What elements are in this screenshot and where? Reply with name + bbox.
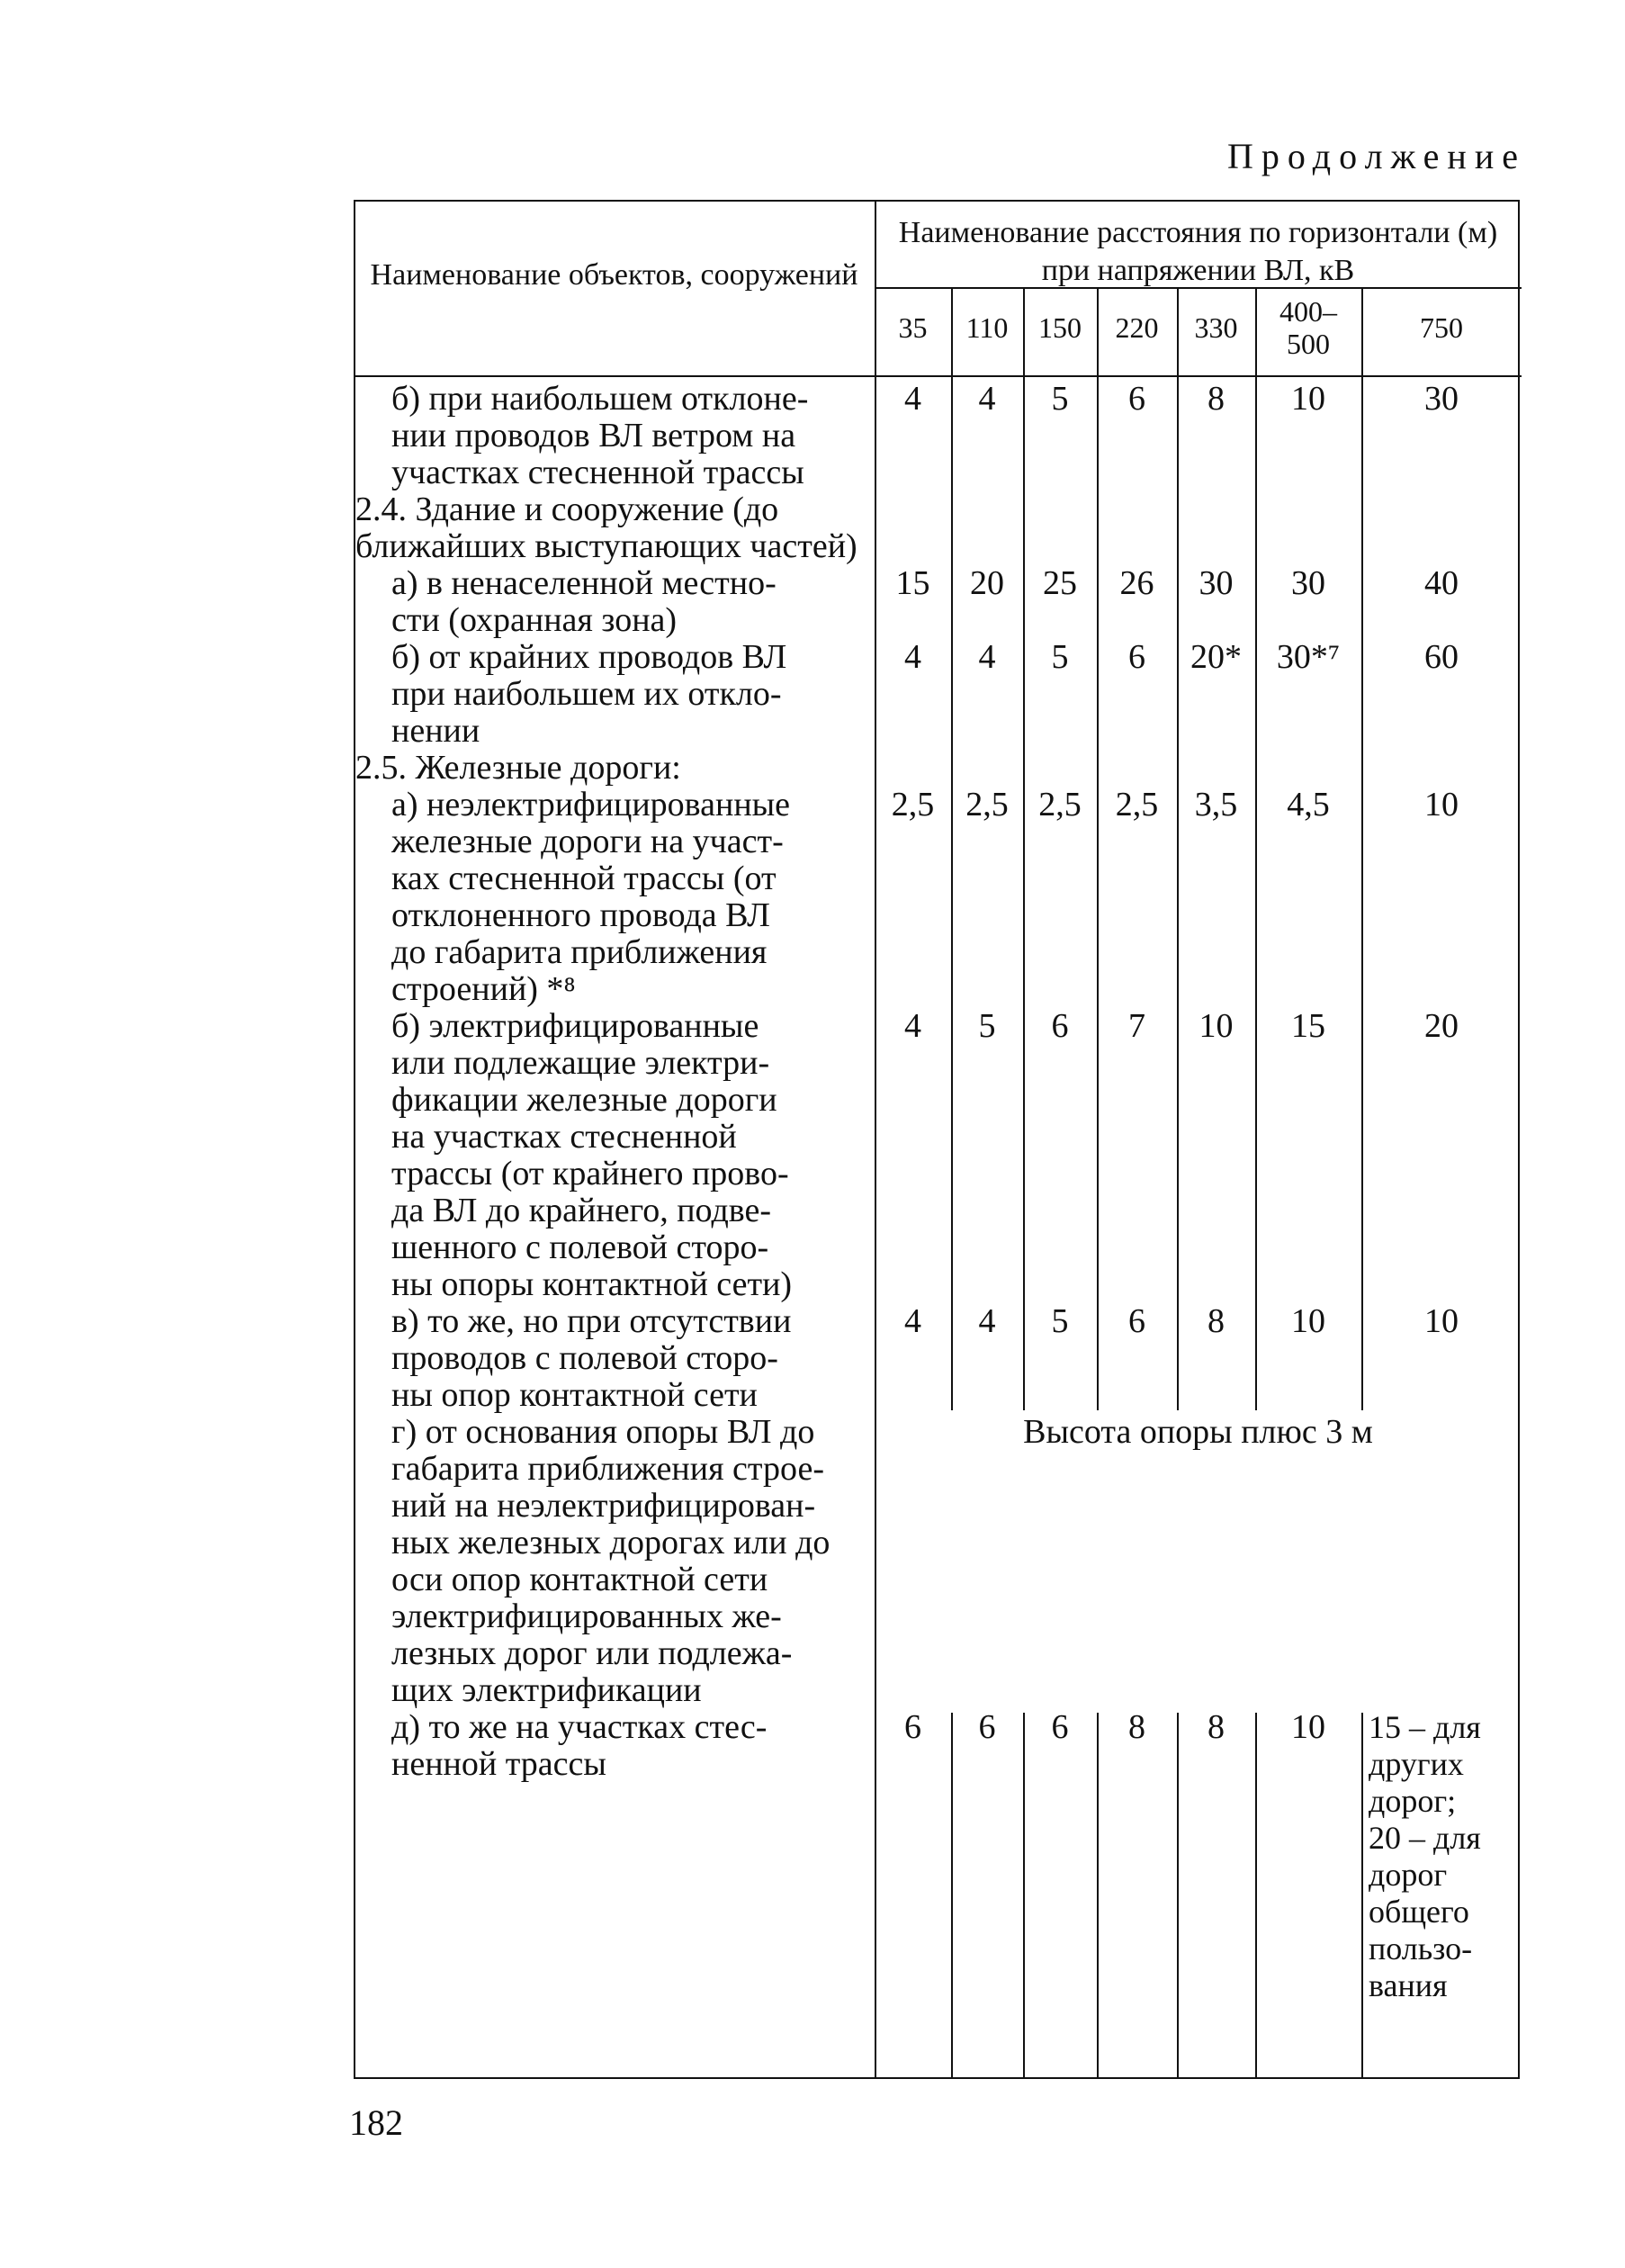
row-7-text-line: проводов с полевой сторо- xyxy=(391,1339,778,1377)
voltage-column-rule xyxy=(1023,377,1025,1410)
row-6-text-line: трассы (от крайнего прово- xyxy=(391,1155,789,1192)
row-0-value: 4 xyxy=(978,380,996,418)
row-6-text-line: б) электрифицированные xyxy=(391,1007,759,1045)
row-5-value: 2,5 xyxy=(891,786,935,824)
voltage-column-rule xyxy=(1023,287,1025,375)
row-0-text-line: б) при наибольшем отклоне- xyxy=(391,380,809,418)
row-3-text-line: нении xyxy=(391,712,480,750)
row-3-value: 6 xyxy=(1128,638,1145,676)
row-2-value: 20 xyxy=(970,564,1004,602)
row-9-value: 6 xyxy=(1051,1708,1069,1746)
row-8-text-line: г) от основания опоры ВЛ до xyxy=(391,1413,815,1451)
voltage-column-rule xyxy=(1361,1713,1363,2079)
row-3-value: 20* xyxy=(1190,638,1242,676)
row-6-value: 4 xyxy=(904,1007,921,1045)
voltage-column-rule xyxy=(1361,377,1363,1410)
voltage-column-rule xyxy=(1361,287,1363,375)
row-5-value: 2,5 xyxy=(965,786,1009,824)
voltage-column-rule xyxy=(1177,287,1179,375)
row-9-text-line: ненной трассы xyxy=(391,1745,606,1783)
row-9-750kv-note-line: дорог xyxy=(1369,1857,1448,1893)
row-0-value: 5 xyxy=(1051,380,1069,418)
row-9-750kv-note-line: 15 – для xyxy=(1369,1709,1481,1745)
row-7-value: 4 xyxy=(904,1302,921,1340)
row-3-value: 4 xyxy=(904,638,921,676)
row-6-text-line: шенного с полевой сторо- xyxy=(391,1228,769,1266)
row-8-text-line: лезных дорог или подлежа- xyxy=(391,1634,793,1672)
row-0-value: 6 xyxy=(1128,380,1145,418)
voltage-header-1: 110 xyxy=(965,311,1009,344)
row-6-value: 5 xyxy=(978,1007,996,1045)
row-7-value: 4 xyxy=(978,1302,996,1340)
row-2-value: 26 xyxy=(1119,564,1154,602)
row-7-value: 6 xyxy=(1128,1302,1145,1340)
row-7-value: 5 xyxy=(1051,1302,1069,1340)
voltage-column-rule xyxy=(1097,1713,1099,2079)
header-divider xyxy=(875,287,1522,289)
objects-column-rule xyxy=(875,202,876,2079)
row-5-text-line: железные дороги на участ- xyxy=(391,823,784,860)
row-9-750kv-note-line: вания xyxy=(1369,1967,1448,2003)
row-1-text-line: 2.4. Здание и сооружение (до xyxy=(355,490,779,528)
row-9-750kv-note-line: дорог; xyxy=(1369,1783,1457,1819)
row-3-value: 30*⁷ xyxy=(1276,638,1341,676)
row-9-750kv-note-line: других xyxy=(1369,1746,1464,1782)
row-9-value: 6 xyxy=(978,1708,996,1746)
row-2-value: 15 xyxy=(895,564,930,602)
row-5-value: 2,5 xyxy=(1115,786,1159,824)
row-0-value: 4 xyxy=(904,380,921,418)
voltage-header-5: 400– 500 xyxy=(1279,295,1337,360)
row-7-value: 10 xyxy=(1424,1302,1459,1340)
row-2-value: 30 xyxy=(1291,564,1325,602)
row-9-value: 6 xyxy=(904,1708,921,1746)
voltage-column-rule xyxy=(951,377,953,1410)
clearance-table xyxy=(354,200,1520,2079)
voltage-column-rule xyxy=(1255,1713,1257,2079)
voltage-header-3: 220 xyxy=(1115,311,1159,344)
voltage-header-4: 330 xyxy=(1194,311,1238,344)
row-2-value: 25 xyxy=(1043,564,1077,602)
row-0-value: 8 xyxy=(1208,380,1225,418)
row-0-value: 30 xyxy=(1424,380,1459,418)
row-7-value: 10 xyxy=(1291,1302,1325,1340)
distance-column-header: Наименование расстояния по горизонтали (м) при напряжении ВЛ, кВ xyxy=(898,216,1498,287)
row-6-value: 20 xyxy=(1424,1007,1459,1045)
voltage-column-rule xyxy=(1255,287,1257,375)
row-5-value: 2,5 xyxy=(1038,786,1082,824)
row-8-text-line: ных железных дорогах или до xyxy=(391,1524,830,1562)
row-5-text-line: а) неэлектрифицированные xyxy=(391,786,791,824)
voltage-column-rule xyxy=(951,1713,953,2079)
page-number: 182 xyxy=(349,2102,403,2143)
row-9-value: 8 xyxy=(1208,1708,1225,1746)
voltage-column-rule xyxy=(951,287,953,375)
row-3-text-line: при наибольшем их откло- xyxy=(391,675,782,713)
voltage-header-2: 150 xyxy=(1038,311,1082,344)
row-5-text-line: до габарита приближения xyxy=(391,933,768,971)
row-4-text-line: 2.5. Железные дороги: xyxy=(355,749,681,787)
row-1-text-line: ближайших выступающих частей) xyxy=(355,527,857,565)
row-2-text-line: сти (охранная зона) xyxy=(391,601,678,639)
objects-column-header: Наименование объектов, сооружений xyxy=(370,258,858,292)
row-8-text-line: оси опор контактной сети xyxy=(391,1561,768,1598)
row-0-value: 10 xyxy=(1291,380,1325,418)
row-6-value: 15 xyxy=(1291,1007,1325,1045)
row-9-value: 8 xyxy=(1128,1708,1145,1746)
row-6-text-line: или подлежащие электри- xyxy=(391,1044,770,1082)
row-5-value: 4,5 xyxy=(1287,786,1330,824)
row-2-value: 40 xyxy=(1424,564,1459,602)
row-8-text-line: габарита приближения строе- xyxy=(391,1450,824,1488)
row-5-text-line: отклоненного провода ВЛ xyxy=(391,896,770,934)
row-2-text-line: а) в ненаселенной местно- xyxy=(391,564,777,602)
row-7-text-line: в) то же, но при отсутствии xyxy=(391,1302,792,1340)
row-7-value: 8 xyxy=(1208,1302,1225,1340)
row-9-text-line: д) то же на участках стес- xyxy=(391,1708,768,1746)
voltage-column-rule xyxy=(1097,287,1099,375)
row-5-value: 10 xyxy=(1424,786,1459,824)
row-2-value: 30 xyxy=(1199,564,1234,602)
header-bottom-rule xyxy=(355,375,1522,377)
row-3-value: 4 xyxy=(978,638,996,676)
voltage-column-rule xyxy=(1097,377,1099,1410)
row-6-text-line: да ВЛ до крайнего, подве- xyxy=(391,1192,772,1229)
row-6-value: 6 xyxy=(1051,1007,1069,1045)
voltage-header-6: 750 xyxy=(1420,311,1463,344)
row-8-text-line: ний на неэлектрифицирован- xyxy=(391,1487,816,1525)
row-7-text-line: ны опор контактной сети xyxy=(391,1376,758,1414)
row-0-text-line: участках стесненной трассы xyxy=(391,454,804,491)
row-9-value: 10 xyxy=(1291,1708,1325,1746)
row-9-750kv-note-line: 20 – для xyxy=(1369,1820,1481,1856)
row-3-value: 5 xyxy=(1051,638,1069,676)
row-8-text-line: щих электрификации xyxy=(391,1671,702,1709)
support-height-note: Высота опоры плюс 3 м xyxy=(1023,1413,1373,1451)
voltage-column-rule xyxy=(1177,1713,1179,2079)
row-9-750kv-note-line: пользо- xyxy=(1369,1930,1473,1966)
row-3-text-line: б) от крайних проводов ВЛ xyxy=(391,638,787,676)
continuation-label: Продолжение xyxy=(1227,136,1526,176)
row-9-750kv-note-line: общего xyxy=(1369,1894,1469,1930)
row-5-text-line: строений) *⁸ xyxy=(391,970,576,1008)
row-0-text-line: нии проводов ВЛ ветром на xyxy=(391,417,796,454)
row-5-text-line: ках стесненной трассы (от xyxy=(391,860,777,897)
row-5-value: 3,5 xyxy=(1194,786,1238,824)
row-6-text-line: фикации железные дороги xyxy=(391,1081,777,1119)
row-8-text-line: электрифицированных же- xyxy=(391,1598,782,1635)
row-3-value: 60 xyxy=(1424,638,1459,676)
row-6-text-line: на участках стесненной xyxy=(391,1118,737,1156)
row-6-value: 10 xyxy=(1199,1007,1234,1045)
voltage-header-0: 35 xyxy=(898,311,928,344)
row-6-text-line: ны опоры контактной сети) xyxy=(391,1265,793,1303)
voltage-column-rule xyxy=(1023,1713,1025,2079)
voltage-column-rule xyxy=(1177,377,1179,1410)
voltage-column-rule xyxy=(1255,377,1257,1410)
row-6-value: 7 xyxy=(1128,1007,1145,1045)
